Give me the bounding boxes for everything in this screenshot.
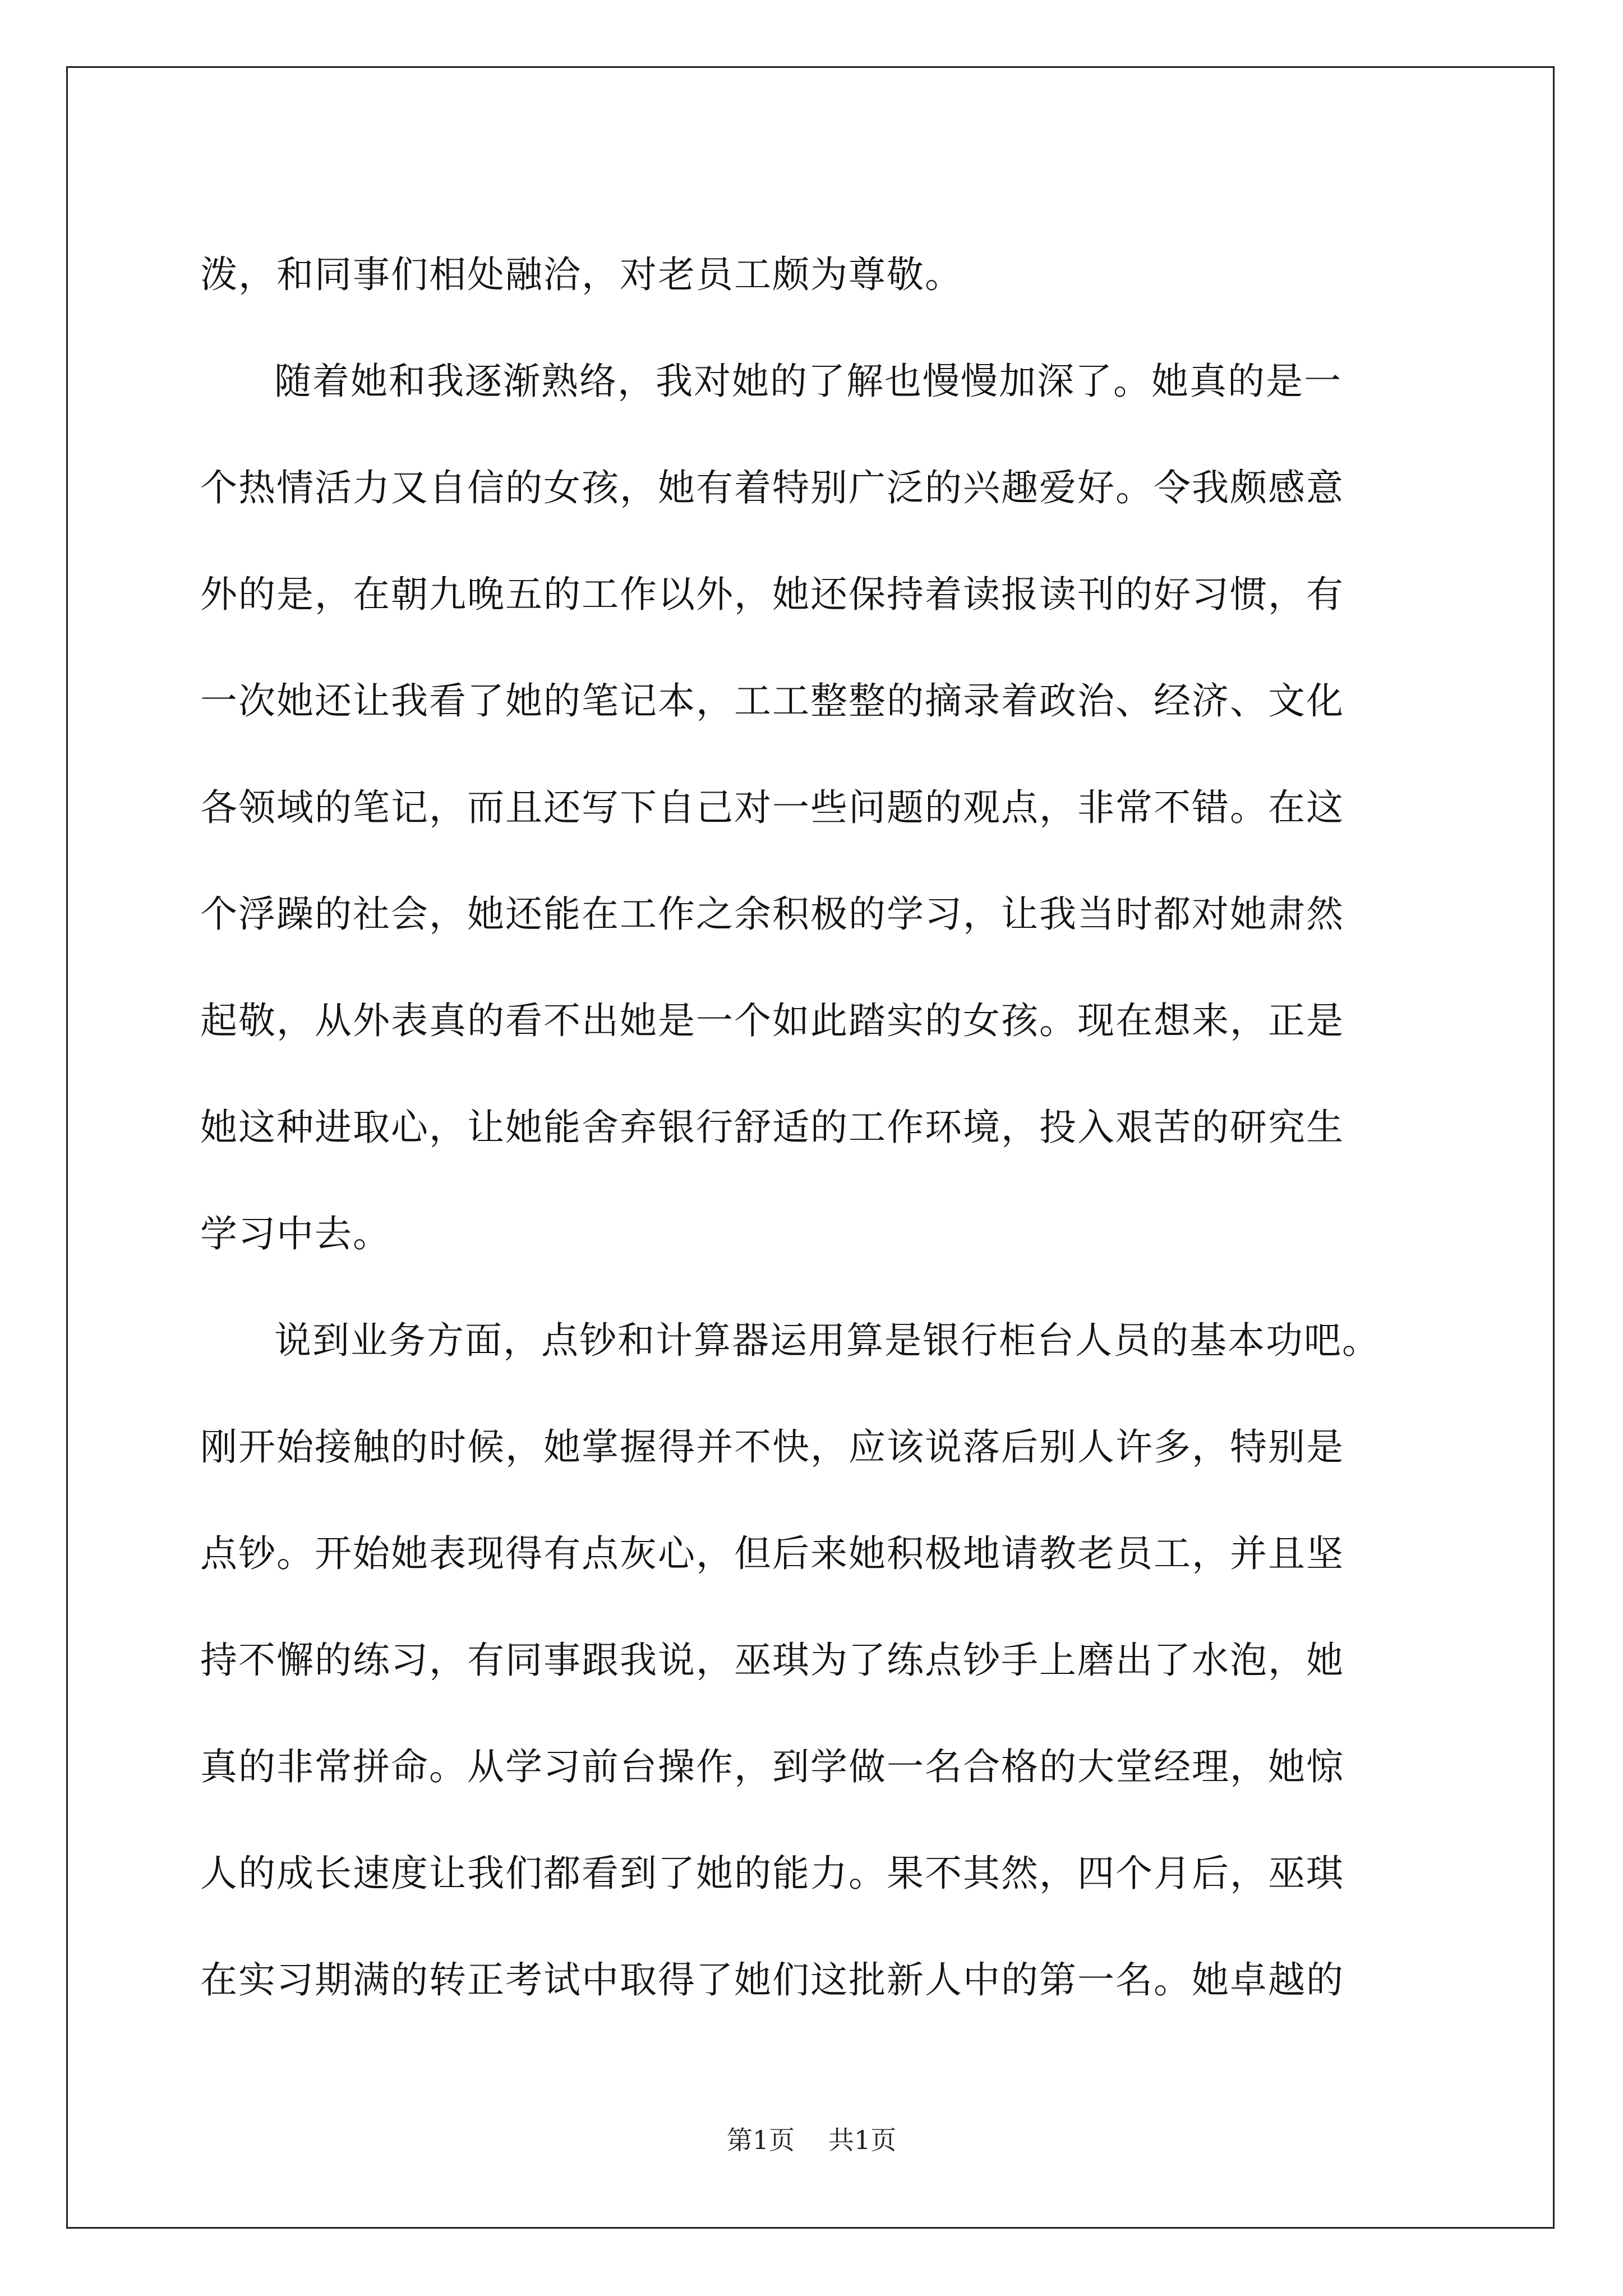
body-line: 外的是，在朝九晚五的工作以外，她还保持着读报读刊的好习惯，有	[200, 573, 1344, 616]
page-number-total: 共1页	[828, 2125, 897, 2155]
body-line: 一次她还让我看了她的笔记本，工工整整的摘录着政治、经济、文化	[200, 679, 1344, 723]
body-line: 各领域的笔记，而且还写下自己对一些问题的观点，非常不错。在这	[200, 786, 1344, 829]
body-line: 刚开始接触的时候，她掌握得并不快，应该说落后别人许多，特别是	[200, 1425, 1344, 1469]
body-line: 人的成长速度让我们都看到了她的能力。果不其然，四个月后，巫琪	[200, 1852, 1344, 1895]
body-line: 点钞。开始她表现得有点灰心，但后来她积极地请教老员工，并且坚	[200, 1532, 1344, 1575]
body-line: 泼，和同事们相处融洽，对老员工颇为尊敬。	[200, 253, 963, 296]
page-footer	[0, 2123, 1623, 2157]
body-line: 个浮躁的社会，她还能在工作之余积极的学习，让我当时都对她肃然	[200, 892, 1344, 936]
body-line: 学习中去。	[200, 1212, 391, 1255]
body-line: 在实习期满的转正考试中取得了她们这批新人中的第一名。她卓越的	[200, 1958, 1344, 2001]
body-line: 随着她和我逐渐熟络，我对她的了解也慢慢加深了。她真的是一	[274, 360, 1342, 403]
document-body	[200, 222, 1501, 2033]
page-number-current: 第1页	[726, 2125, 795, 2155]
body-line: 持不懈的练习，有同事跟我说，巫琪为了练点钞手上磨出了水泡，她	[200, 1639, 1344, 1682]
body-line: 起敬，从外表真的看不出她是一个如此踏实的女孩。现在想来，正是	[200, 999, 1344, 1042]
body-line: 个热情活力又自信的女孩，她有着特别广泛的兴趣爱好。令我颇感意	[200, 466, 1344, 509]
body-line: 她这种进取心，让她能舍弃银行舒适的工作环境，投入艰苦的研究生	[200, 1106, 1344, 1149]
body-line: 说到业务方面，点钞和计算器运用算是银行柜台人员的基本功吧。	[274, 1319, 1380, 1362]
body-line: 真的非常拼命。从学习前台操作，到学做一名合格的大堂经理，她惊	[200, 1745, 1344, 1788]
